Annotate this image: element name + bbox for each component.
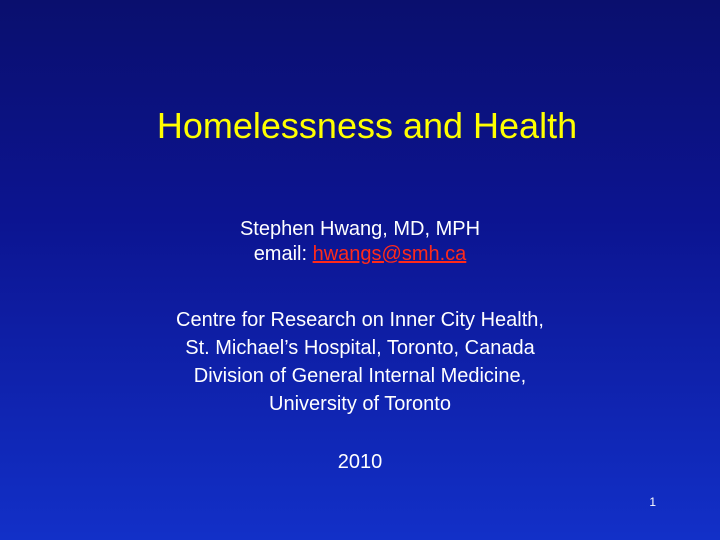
affiliation-line: St. Michael’s Hospital, Toronto, Canada bbox=[185, 337, 535, 359]
affiliation-line: University of Toronto bbox=[269, 393, 451, 415]
slide-title: Homelessness and Health bbox=[156, 105, 578, 146]
author-block bbox=[0, 217, 720, 267]
author-name: Stephen Hwang, MD, MPH bbox=[239, 218, 481, 240]
email-line bbox=[0, 242, 720, 267]
affiliation-line: Centre for Research on Inner City Health, bbox=[176, 309, 544, 331]
affiliation-block bbox=[0, 306, 720, 418]
affiliation-line: Division of General Internal Medicine, bbox=[193, 365, 527, 387]
slide-number: 1 bbox=[649, 495, 656, 509]
email-link[interactable]: hwangs@smh.ca bbox=[312, 243, 467, 265]
presentation-year: 2010 bbox=[337, 451, 383, 473]
email-label: email: bbox=[253, 243, 313, 265]
